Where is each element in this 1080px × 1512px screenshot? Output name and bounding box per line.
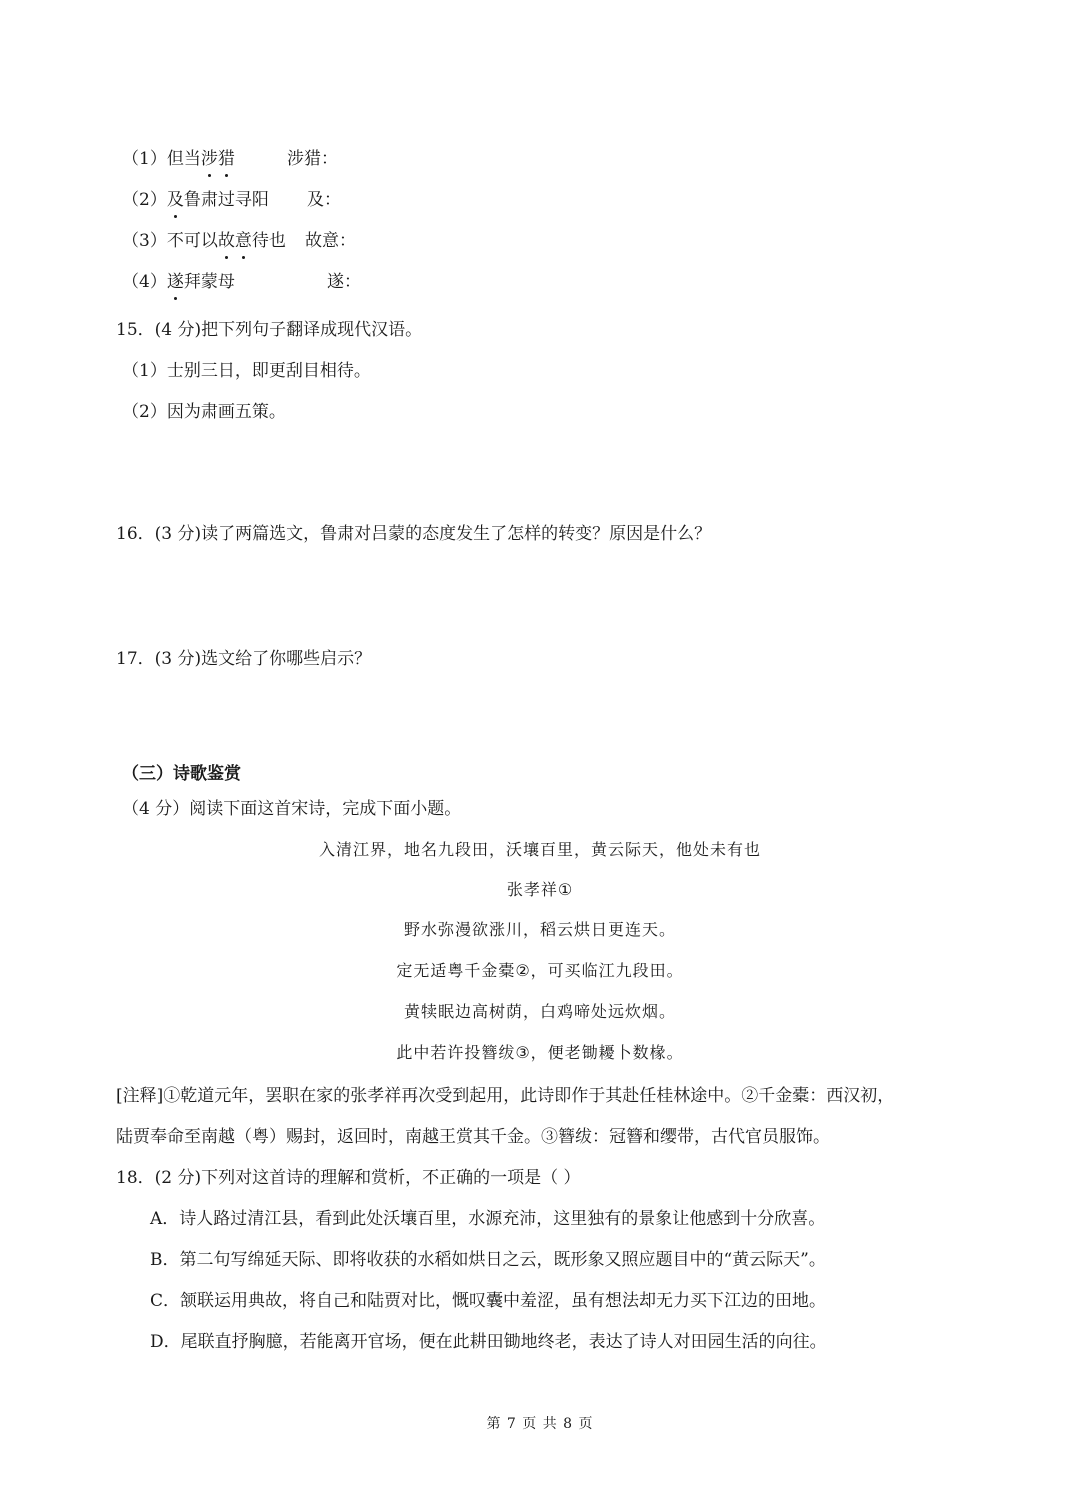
emphasized-char: 涉	[200, 149, 218, 169]
vocab-item-1	[122, 147, 338, 171]
poem-line-2: 定无适粤千金橐②，可买临江九段田。	[396, 961, 684, 980]
emphasized-char: 及	[166, 190, 184, 210]
vocab-gloss: 遂：	[327, 272, 361, 292]
emphasized-char: 遂	[166, 272, 184, 292]
option-d: D．尾联直抒胸臆，若能离开官场，便在此耕田锄地终老，表达了诗人对田园生活的向往。	[150, 1332, 827, 1352]
question-15: 15．(4 分)把下列句子翻译成现代汉语。	[116, 320, 423, 340]
vocab-text: 拜蒙母	[183, 272, 235, 292]
vocab-number: （2）	[122, 190, 167, 210]
poem-line-4: 此中若许投簪绂③，便老锄耰卜数椽。	[396, 1043, 684, 1062]
vocab-text: 但当	[166, 149, 201, 169]
poem-line-3: 黄犊眠边高树荫，白鸡啼处远炊烟。	[403, 1002, 676, 1021]
question-18: 18．(2 分)下列对这首诗的理解和赏析，不正确的一项是（ ）	[116, 1168, 581, 1188]
emphasized-char: 故	[217, 231, 235, 251]
section-intro: （4 分）阅读下面这首宋诗，完成下面小题。	[122, 799, 462, 819]
option-c: C．颔联运用典故，将自己和陆贾对比，慨叹囊中羞涩，虽有想法却无力买下江边的田地。	[150, 1291, 827, 1311]
vocab-gloss: 故意：	[305, 231, 356, 251]
annotation-line-1: [注释]①乾道元年，罢职在家的张孝祥再次受到起用，此诗即作于其赴任桂林途中。②千金橐：西汉初，	[116, 1086, 895, 1106]
question-15-item-2: （2）因为肃画五策。	[122, 402, 286, 422]
option-a: A．诗人路过清江县，看到此处沃壤百里，水源充沛，这里独有的景象让他感到十分欣喜。	[150, 1209, 826, 1229]
question-16: 16．(3 分)读了两篇选文，鲁肃对吕蒙的态度发生了怎样的转变？原因是什么？	[116, 524, 712, 544]
vocab-item-2	[122, 188, 341, 212]
option-b: B．第二句写绵延天际、即将收获的水稻如烘日之云，既形象又照应题目中的“黄云际天”。	[150, 1250, 826, 1270]
vocab-gloss: 及：	[307, 190, 341, 210]
vocab-gloss: 涉猎：	[287, 149, 338, 169]
vocab-item-3	[122, 229, 356, 253]
poem-title: 入清江界，地名九段田，沃壤百里，黄云际天，他处未有也	[318, 840, 761, 859]
section-heading: （三）诗歌鉴赏	[122, 764, 241, 784]
emphasized-char: 猎	[217, 149, 235, 169]
vocab-number: （3）	[122, 231, 167, 251]
poem-author: 张孝祥①	[506, 880, 574, 899]
vocab-number: （1）	[122, 149, 167, 169]
vocab-text: 待也	[251, 231, 286, 251]
question-17: 17．(3 分)选文给了你哪些启示？	[116, 649, 372, 669]
vocab-number: （4）	[122, 272, 167, 292]
poem-line-1: 野水弥漫欲涨川，稻云烘日更连天。	[403, 920, 676, 939]
annotation-line-2: 陆贾奉命至南越（粤）赐封，返回时，南越王赏其千金。③簪绂：冠簪和缨带，古代官员服饰。	[116, 1127, 830, 1147]
vocab-item-4	[122, 270, 361, 294]
vocab-text: 不可以	[166, 231, 218, 251]
question-15-item-1: （1）士别三日，即更刮目相待。	[122, 361, 371, 381]
vocab-text: 鲁肃过寻阳	[183, 190, 269, 210]
page-footer: 第 7 页 共 8 页	[486, 1416, 594, 1432]
emphasized-char: 意	[234, 231, 252, 251]
